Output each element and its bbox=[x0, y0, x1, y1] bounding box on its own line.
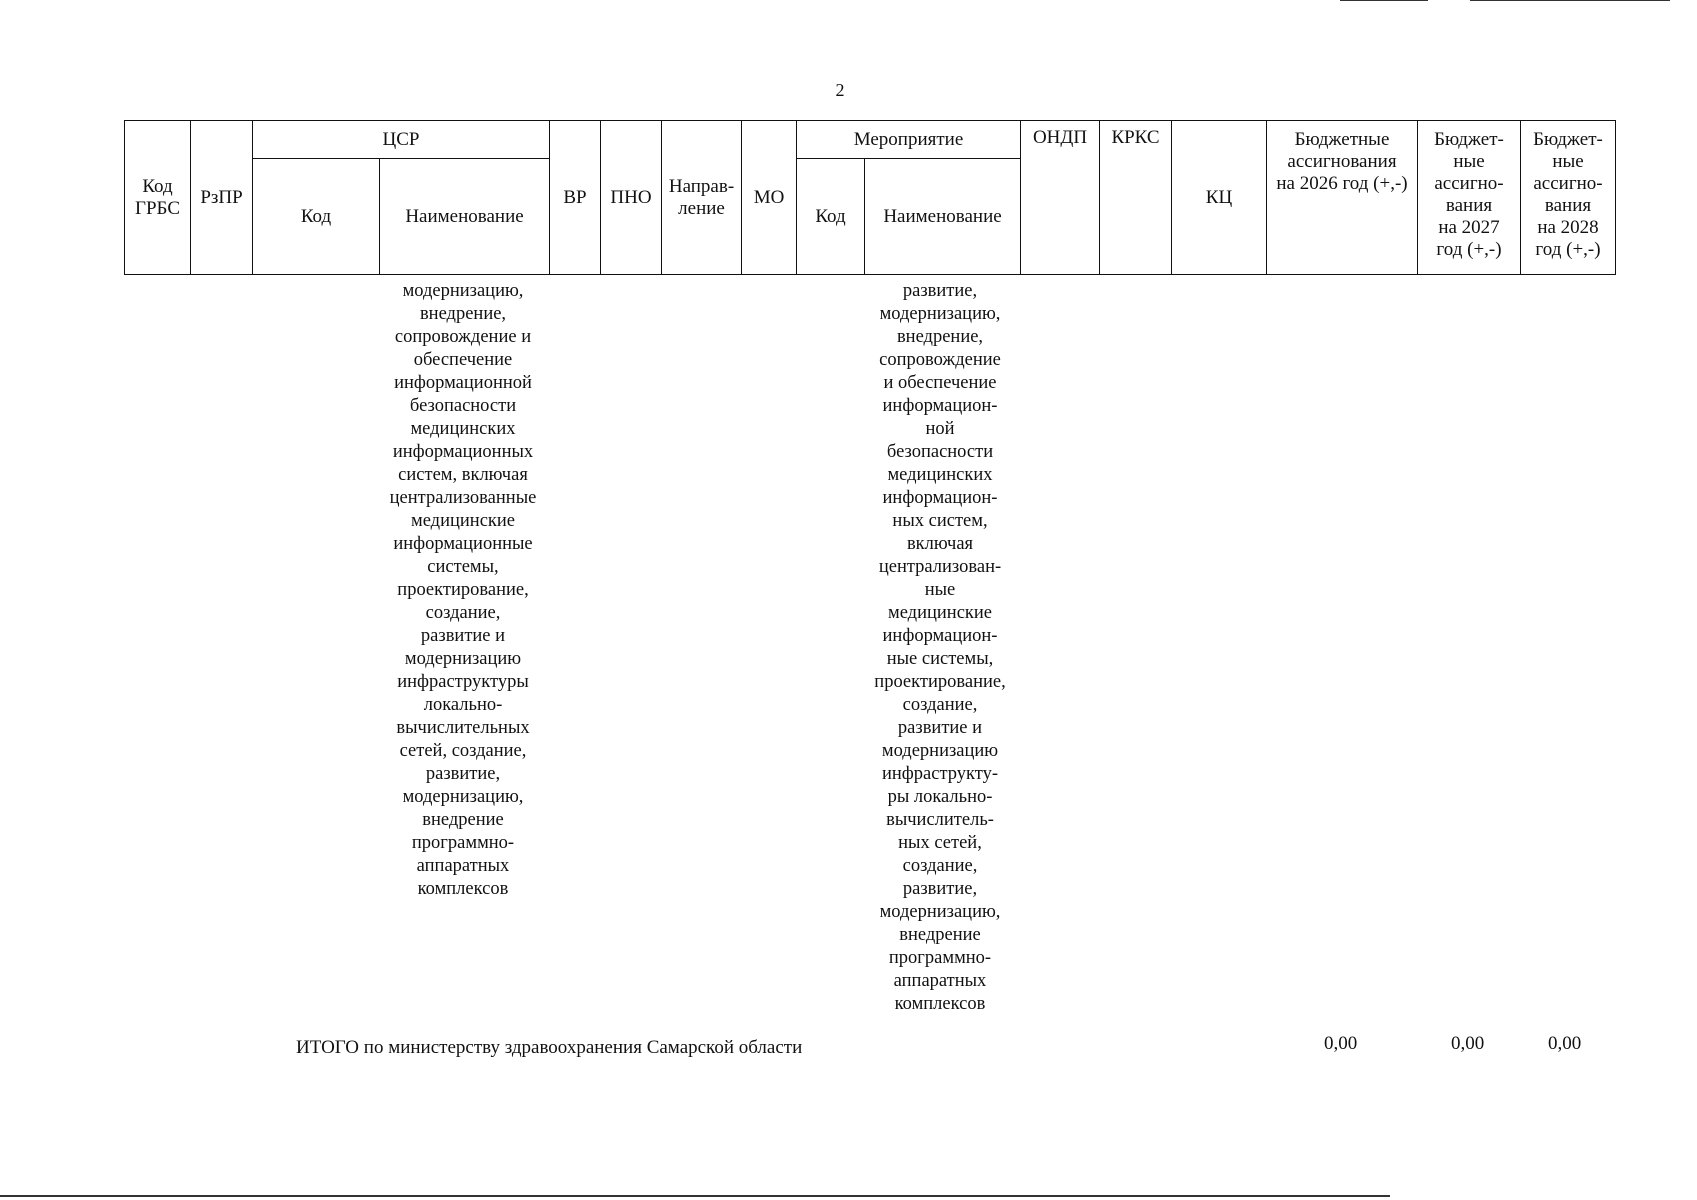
header-budget-2026: Бюджетные ассигнования на 2026 год (+,-) bbox=[1267, 121, 1418, 275]
header-napravlenie: Направ- ление bbox=[662, 121, 742, 275]
scan-line-top-2 bbox=[1470, 0, 1670, 1]
header-krks: КРКС bbox=[1100, 121, 1172, 275]
header-kc: КЦ bbox=[1172, 121, 1267, 275]
event-name-cell: развитие, модернизацию, внедрение, сопровождение и обеспечение информацион- ной безопасности медицинских информацион- ных систем, включая централизован- ные медицинские информацион- ные системы, проектирование, создание, развитие и модернизацию инфраструкту- ры локально- вычислитель- ных сетей, создание, развитие, модернизацию, внедрение программно- аппаратных комплексов bbox=[874, 281, 1006, 1014]
header-budget-2027: Бюджет- ные ассигно- вания на 2027 год (+,-) bbox=[1418, 121, 1521, 275]
header-pno: ПНО bbox=[601, 121, 662, 275]
header-csr-kod: Код bbox=[253, 159, 380, 275]
header-vr: ВР bbox=[550, 121, 601, 275]
total-value-2027: 0,00 bbox=[1451, 1033, 1485, 1054]
header-budget-2028: Бюджет- ные ассигно- вания на 2028 год (+,-) bbox=[1521, 121, 1616, 275]
header-meropriyatie: Мероприятие bbox=[797, 121, 1021, 159]
budget-header-table bbox=[124, 120, 1616, 275]
scan-line-top-1 bbox=[1340, 0, 1428, 1]
header-rzpr: РзПР bbox=[191, 121, 253, 275]
header-mer-kod: Код bbox=[797, 159, 865, 275]
page-number: 2 bbox=[835, 80, 845, 100]
header-mo: МО bbox=[742, 121, 797, 275]
header-mer-name: Наименование bbox=[865, 159, 1021, 275]
header-ondp: ОНДП bbox=[1021, 121, 1100, 275]
header-kod-grbs: Код ГРБС bbox=[125, 121, 191, 275]
header-csr-name: Наименование bbox=[380, 159, 550, 275]
total-value-2026: 0,00 bbox=[1324, 1033, 1358, 1054]
header-csr: ЦСР bbox=[253, 121, 550, 159]
scan-line-bottom bbox=[0, 1195, 1390, 1197]
csr-name-cell: модернизацию, внедрение, сопровождение и обеспечение информационной безопасности медицинских информационных систем, включая централизованные медицинские информационные системы, проектирование, создание, развитие и модернизацию инфраструктуры локально- вычислительных сетей, создание, развитие, модернизацию, внедрение программно- аппаратных комплексов bbox=[389, 281, 537, 899]
total-label: ИТОГО по министерству здравоохранения Самарской области bbox=[296, 1037, 803, 1058]
total-value-2028: 0,00 bbox=[1548, 1033, 1582, 1054]
